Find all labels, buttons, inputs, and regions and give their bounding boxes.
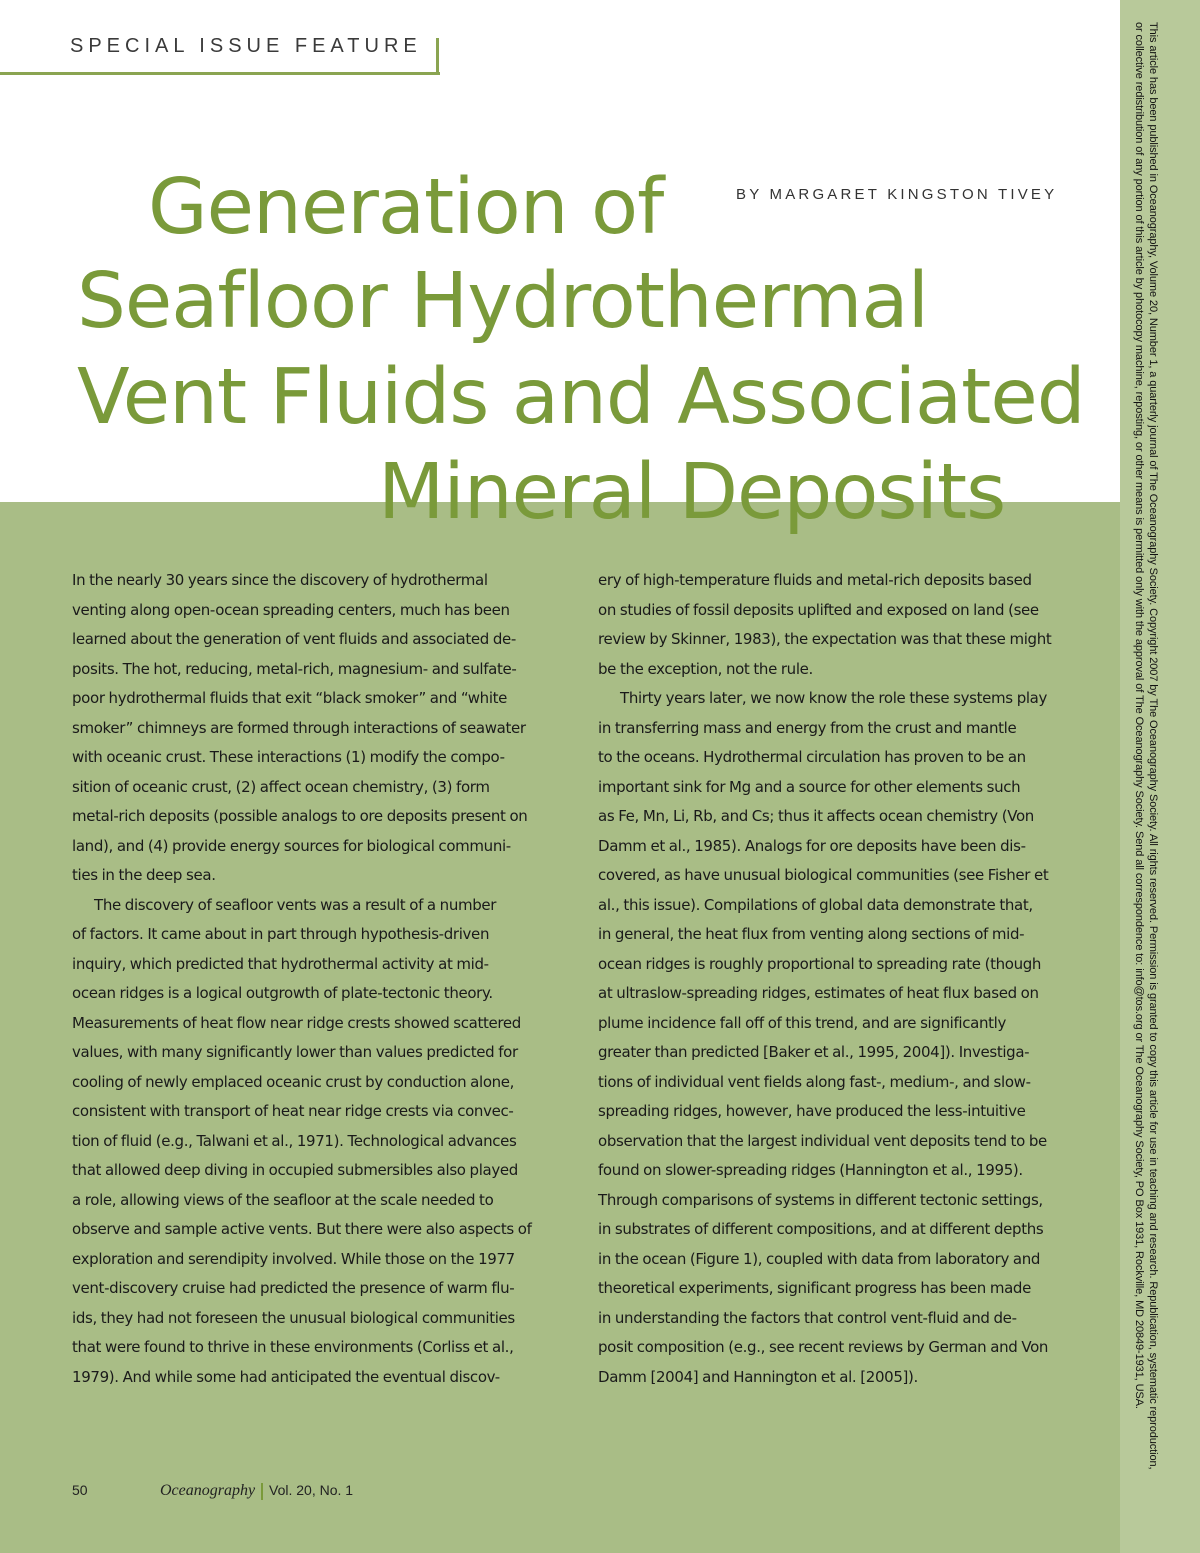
text-line: smoker” chimneys are formed through interactions of seawater [72, 718, 526, 737]
paragraph [598, 566, 1118, 684]
feature-rule-horizontal [0, 72, 440, 75]
text-line: al., this issue). Compilations of global data demonstrate that, [598, 895, 1033, 914]
text-line: covered, as have unusual biological communities (see Fisher et [598, 866, 1049, 884]
copyright-line-2: or collective redistribution of any portion of this article by photocopy machine, reposting, or other means is permitted only with the approval of The Oceanography Society. Send all correspondence to: info@tos.org or The Oceanography Society, PO Box 1931, Rockville, MD 20849-1931, USA. [1133, 22, 1145, 1409]
text-line: greater than predicted [Baker et al., 1995, 2004]). Investiga- [598, 1043, 1030, 1061]
text-line: a role, allowing views of the seafloor at the scale needed to [72, 1190, 494, 1209]
text-line: to the oceans. Hydrothermal circulation has proven to be an [598, 748, 1026, 766]
text-line: metal-rich deposits (possible analogs to ore deposits present on [72, 807, 528, 825]
text-line: of factors. It came about in part through hypothesis-driven [72, 925, 490, 943]
text-line: in general, the heat flux from venting along sections of mid- [598, 925, 1025, 943]
journal-name: Oceanography [160, 1482, 256, 1499]
text-line: sition of oceanic crust, (2) affect ocean chemistry, (3) form [72, 777, 490, 796]
paragraph [72, 566, 592, 891]
text-line: in transferring mass and energy from the crust and mantle [598, 718, 1017, 737]
text-line: In the nearly 30 years since the discovery of hydrothermal [72, 571, 488, 589]
text-line: at ultraslow-spreading ridges, estimates of heat flux based on [598, 984, 1039, 1002]
text-line: Measurements of heat flow near ridge crests showed scattered [72, 1013, 521, 1032]
text-line: in substrates of different compositions, and at different depths [598, 1220, 1044, 1238]
text-line: Thirty years later, we now know the role these systems play [620, 689, 1048, 707]
text-line: found on slower-spreading ridges (Hannington et al., 1995). [598, 1161, 1023, 1179]
text-line: plume incidence fall off of this trend, and are significantly [598, 1013, 1007, 1032]
volume-info: Vol. 20, No. 1 [269, 1482, 354, 1498]
text-line: theoretical experiments, significant progress has been made [598, 1279, 1031, 1297]
text-line: be the exception, not the rule. [598, 659, 813, 678]
text-line: ery of high-temperature fluids and metal-rich deposits based [598, 571, 1032, 589]
copyright-line-1: This article has been published in Oceanography, Volume 20, Number 1, a quarterly journal of The Oceanography Society. Copyright 2007 by The Oceanography Society. All rights reserved. Permission is granted to copy this article for use in teaching and research. Republication, systematic reproduction, [1147, 22, 1159, 1470]
text-line: The discovery of seafloor vents was a result of a number [94, 895, 497, 914]
page-number: 50 [72, 1482, 88, 1498]
text-line: important sink for Mg and a source for other elements such [598, 777, 1021, 796]
text-line: tion of fluid (e.g., Talwani et al., 1971). Technological advances [72, 1131, 517, 1150]
text-line: review by Skinner, 1983), the expectation was that these might [598, 630, 1052, 648]
text-line: cooling of newly emplaced oceanic crust by conduction alone, [72, 1072, 515, 1091]
title-line: Mineral Deposits [378, 448, 1006, 537]
byline: BY MARGARET KINGSTON TIVEY [736, 186, 1058, 203]
text-line: Damm et al., 1985). Analogs for ore deposits have been dis- [598, 836, 1026, 855]
body-column-right [598, 566, 1118, 1392]
text-line: spreading ridges, however, have produced the less-intuitive [598, 1102, 1026, 1120]
text-line: posits. The hot, reducing, metal-rich, magnesium- and sulfate- [72, 659, 517, 678]
paragraph [598, 684, 1118, 1392]
text-line: that allowed deep diving in occupied submersibles also played [72, 1161, 518, 1179]
text-line: as Fe, Mn, Li, Rb, and Cs; thus it affects ocean chemistry (Von [598, 807, 1034, 825]
text-line: tions of individual vent fields along fast-, medium-, and slow- [598, 1072, 1031, 1091]
text-line: Through comparisons of systems in different tectonic settings, [598, 1190, 1043, 1209]
text-line: learned about the generation of vent fluids and associated de- [72, 630, 516, 648]
text-line: 1979). And while some had anticipated the eventual discov- [72, 1367, 500, 1386]
title-line: Generation of [148, 163, 664, 252]
footer-divider [261, 1483, 263, 1500]
text-line: ocean ridges is a logical outgrowth of plate-tectonic theory. [72, 984, 493, 1002]
text-line: consistent with transport of heat near ridge crests via convec- [72, 1102, 514, 1120]
paragraph [72, 891, 592, 1393]
text-line: land), and (4) provide energy sources for biological communi- [72, 836, 511, 855]
text-line: exploration and serendipity involved. While those on the 1977 [72, 1249, 515, 1268]
feature-label: SPECIAL ISSUE FEATURE [70, 35, 422, 57]
text-line: ties in the deep sea. [72, 866, 216, 884]
text-line: ocean ridges is roughly proportional to spreading rate (though [598, 954, 1042, 973]
text-line: observe and sample active vents. But there were also aspects of [72, 1220, 532, 1238]
title-line: Seafloor Hydrothermal [77, 257, 928, 346]
text-line: values, with many significantly lower than values predicted for [72, 1043, 518, 1061]
text-line: Damm [2004] and Hannington et al. [2005]). [598, 1367, 918, 1386]
body-column-left [72, 566, 592, 1392]
text-line: that were found to thrive in these environments (Corliss et al., [72, 1338, 514, 1356]
text-line: venting along open-ocean spreading centers, much has been [72, 600, 510, 619]
feature-rule-vertical [436, 38, 439, 75]
text-line: in understanding the factors that control vent-fluid and de- [598, 1308, 1017, 1327]
text-line: poor hydrothermal fluids that exit “black smoker” and “white [72, 689, 508, 707]
text-line: inquiry, which predicted that hydrothermal activity at mid- [72, 954, 489, 973]
text-line: posit composition (e.g., see recent reviews by German and Von [598, 1338, 1049, 1356]
text-line: in the ocean (Figure 1), coupled with data from laboratory and [598, 1249, 1041, 1268]
title-line: Vent Fluids and Associated [77, 353, 1085, 442]
text-line: vent-discovery cruise had predicted the presence of warm flu- [72, 1279, 515, 1297]
text-line: on studies of fossil deposits uplifted and exposed on land (see [598, 600, 1039, 619]
text-line: with oceanic crust. These interactions (1) modify the compo- [72, 748, 505, 766]
text-line: ids, they had not foreseen the unusual biological communities [72, 1308, 515, 1327]
text-line: observation that the largest individual vent deposits tend to be [598, 1131, 1047, 1150]
